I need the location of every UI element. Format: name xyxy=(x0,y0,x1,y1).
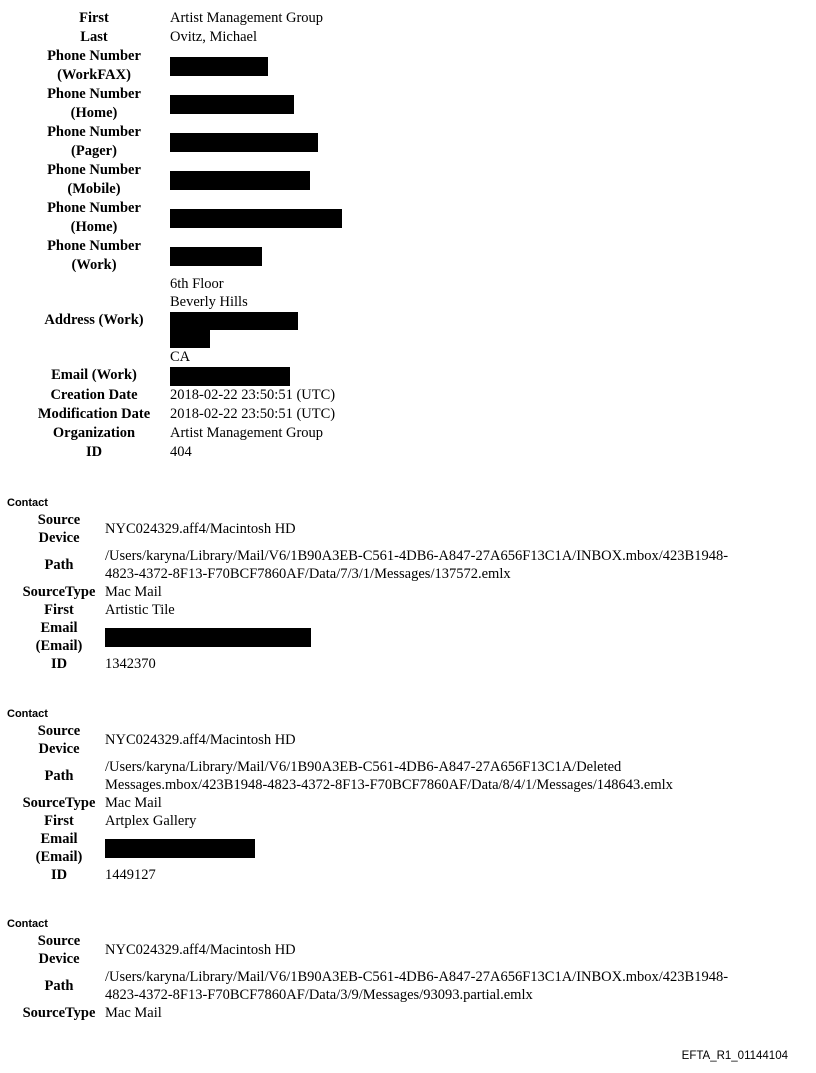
phone-value xyxy=(170,85,342,123)
contact-table xyxy=(17,722,795,884)
email-label: Email (Work) xyxy=(51,367,137,384)
organization-value: Artist Management Group xyxy=(170,424,324,441)
first-value: Artistic Tile xyxy=(105,602,175,618)
path-label: Path xyxy=(44,768,74,784)
modification-date-label: Modification Date xyxy=(37,405,151,422)
modification-date-value: 2018-02-22 23:50:51 (UTC) xyxy=(170,405,336,422)
sourcetype-value: Mac Mail xyxy=(105,795,162,811)
contact-row-sourcetype xyxy=(17,794,795,812)
redaction-block xyxy=(170,209,342,228)
contact-row-id xyxy=(17,655,795,673)
path-value: /Users/karyna/Library/Mail/V6/1B90A3EB-C561-4DB6-A847-27A656F13C1A/INBOX.mbox/423B1948- 4823-4372-8F13-F70BCF7860AF/Data/7/3/1/Messages/137572.emlx xyxy=(105,548,729,582)
path-label: Path xyxy=(44,557,74,573)
contact-row-sourcetype xyxy=(17,583,795,601)
path-value: /Users/karyna/Library/Mail/V6/1B90A3EB-C561-4DB6-A847-27A656F13C1A/Deleted Messages.mbox/423B1948-4823-4372-8F13-F70BCF7860AF/Data/8/4/1/Messages/148643.emlx xyxy=(105,759,673,793)
first-value: Artplex Gallery xyxy=(105,813,197,829)
record-row-first xyxy=(26,9,342,28)
phone-value xyxy=(170,199,342,237)
phone-label: Phone Number (Work) xyxy=(47,238,141,273)
email-label: Email (Email) xyxy=(35,620,83,654)
record-table xyxy=(26,9,342,462)
contact-row-first xyxy=(17,601,795,619)
sourcetype-label: SourceType xyxy=(22,1005,96,1021)
first-value: Artist Management Group xyxy=(170,10,324,26)
sourcetype-label: SourceType xyxy=(22,795,96,811)
contact-heading: Contact xyxy=(7,497,48,509)
contact-row-first xyxy=(17,812,795,830)
email-value xyxy=(105,619,795,655)
record-row-phone xyxy=(26,161,342,199)
email-value xyxy=(170,366,342,385)
contact-row-id xyxy=(17,866,795,884)
redaction-block xyxy=(170,57,268,76)
source-device-value: NYC024329.aff4/Macintosh HD xyxy=(105,521,296,537)
address-line2: Beverly Hills xyxy=(170,294,248,310)
redaction-block xyxy=(170,312,298,330)
contact-heading: Contact xyxy=(7,918,48,930)
record-row-email xyxy=(26,366,342,385)
id-label: ID xyxy=(85,443,103,460)
contact-block xyxy=(7,707,795,884)
source-device-label: Source Device xyxy=(37,933,81,967)
first-label: First xyxy=(44,602,74,618)
path-label: Path xyxy=(44,978,74,994)
id-value: 1449127 xyxy=(105,867,156,883)
phone-label: Phone Number (Home) xyxy=(47,200,141,235)
id-label: ID xyxy=(50,656,68,672)
contact-block xyxy=(7,496,795,673)
last-value: Ovitz, Michael xyxy=(170,29,257,45)
contact-row-path xyxy=(17,758,795,794)
record-row-creation xyxy=(26,386,342,405)
creation-date-label: Creation Date xyxy=(50,386,138,403)
redaction-block xyxy=(170,133,318,152)
redaction-block xyxy=(170,171,310,190)
phone-value xyxy=(170,237,342,275)
contact-row-email xyxy=(17,830,795,866)
email-label: Email (Email) xyxy=(35,831,83,865)
sourcetype-value: Mac Mail xyxy=(105,584,162,600)
record-row-last xyxy=(26,28,342,47)
contact-row-sourcetype xyxy=(17,1004,795,1022)
id-value: 1342370 xyxy=(105,656,156,672)
record-row-phone xyxy=(26,123,342,161)
address-value xyxy=(170,275,342,366)
contact-row-source-device xyxy=(17,722,795,758)
source-device-value: NYC024329.aff4/Macintosh HD xyxy=(105,732,296,748)
record-row-phone xyxy=(26,85,342,123)
record-row-organization xyxy=(26,424,342,443)
phone-value xyxy=(170,161,342,199)
record-row-phone xyxy=(26,47,342,85)
record-row-address xyxy=(26,275,342,366)
contact-table xyxy=(17,511,795,673)
address-redaction-line xyxy=(170,311,342,330)
sourcetype-value: Mac Mail xyxy=(105,1005,162,1021)
redaction-block xyxy=(170,367,290,386)
record-row-phone xyxy=(26,199,342,237)
address-label: Address (Work) xyxy=(44,312,144,329)
source-device-label: Source Device xyxy=(37,723,81,757)
contact-row-source-device xyxy=(17,511,795,547)
contact-table xyxy=(17,932,795,1022)
contact-heading: Contact xyxy=(7,708,48,720)
address-redaction-line xyxy=(170,330,342,349)
sourcetype-label: SourceType xyxy=(22,584,96,600)
first-label: First xyxy=(44,813,74,829)
phone-value xyxy=(170,47,342,85)
email-value xyxy=(105,830,795,866)
organization-label: Organization xyxy=(52,424,136,441)
id-label: ID xyxy=(50,867,68,883)
redaction-block xyxy=(170,330,210,348)
record-row-id xyxy=(26,443,342,462)
contact-row-email xyxy=(17,619,795,655)
contact-block xyxy=(7,917,795,1022)
phone-label: Phone Number (Home) xyxy=(47,86,141,121)
contact-row-source-device xyxy=(17,932,795,968)
address-state: CA xyxy=(170,349,191,366)
path-value: /Users/karyna/Library/Mail/V6/1B90A3EB-C561-4DB6-A847-27A656F13C1A/INBOX.mbox/423B1948- 4823-4372-8F13-F70BCF7860AF/Data/3/9/Messages/93093.partial.emlx xyxy=(105,969,729,1003)
phone-label: Phone Number (WorkFAX) xyxy=(47,48,141,83)
source-device-value: NYC024329.aff4/Macintosh HD xyxy=(105,942,296,958)
first-label: First xyxy=(79,10,109,26)
creation-date-value: 2018-02-22 23:50:51 (UTC) xyxy=(170,386,336,403)
redaction-block xyxy=(105,628,311,647)
phone-value xyxy=(170,123,342,161)
id-value: 404 xyxy=(170,443,192,460)
document-id-footer: EFTA_R1_01144104 xyxy=(681,1050,788,1062)
contact-row-path xyxy=(17,547,795,583)
source-device-label: Source Device xyxy=(37,512,81,546)
record-row-phone xyxy=(26,237,342,275)
phone-label: Phone Number (Pager) xyxy=(47,124,141,159)
last-label: Last xyxy=(80,29,108,45)
redaction-block xyxy=(105,839,255,858)
address-line1: 6th Floor xyxy=(170,276,224,292)
redaction-block xyxy=(170,247,262,266)
contact-row-path xyxy=(17,968,795,1004)
phone-label: Phone Number (Mobile) xyxy=(47,162,141,197)
record-row-modification xyxy=(26,405,342,424)
redaction-block xyxy=(170,95,294,114)
